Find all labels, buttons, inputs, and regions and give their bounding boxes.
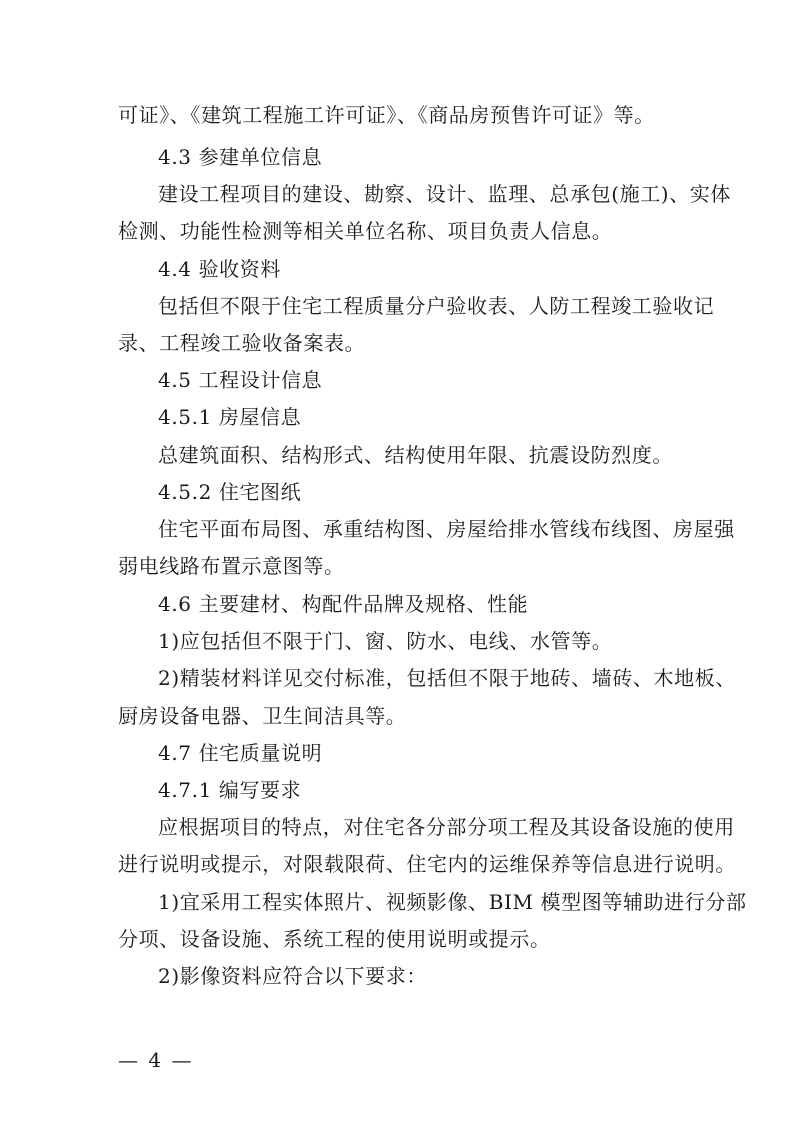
paragraph-line: 检测、功能性检测等相关单位名称、项目负责人信息。 — [118, 219, 613, 243]
list-item-1: 1)应包括但不限于门、窗、防水、电线、水管等。 — [158, 629, 613, 653]
heading-4-4: 4.4 验收资料 — [158, 257, 281, 281]
list-item-1: 1)宜采用工程实体照片、视频影像、BIM 模型图等辅助进行分部 — [158, 890, 747, 914]
page-number: — 4 — — [118, 1048, 194, 1072]
heading-4-5: 4.5 工程设计信息 — [158, 368, 323, 392]
heading-4-3: 4.3 参建单位信息 — [158, 145, 323, 169]
heading-4-5-1: 4.5.1 房屋信息 — [158, 405, 302, 429]
heading-4-6: 4.6 主要建材、构配件品牌及规格、性能 — [158, 592, 529, 616]
paragraph-line: 总建筑面积、结构形式、结构使用年限、抗震设防烈度。 — [158, 443, 673, 467]
heading-4-5-2: 4.5.2 住宅图纸 — [158, 480, 302, 504]
paragraph-line: 住宅平面布局图、承重结构图、房屋给排水管线布线图、房屋强 — [158, 517, 735, 541]
paragraph-line-permits-continued: 可证》、《建筑工程施工许可证》、《商品房预售许可证》等。 — [118, 103, 655, 127]
paragraph-line: 包括但不限于住宅工程质量分户验收表、人防工程竣工验收记 — [158, 294, 715, 318]
heading-4-7-1: 4.7.1 编写要求 — [158, 778, 302, 802]
list-item-2: 2)精装材料详见交付标准，包括但不限于地砖、墙砖、木地板、 — [158, 666, 736, 690]
list-item-1-continued: 分项、设备设施、系统工程的使用说明或提示。 — [118, 927, 551, 951]
list-item-2: 2)影像资料应符合以下要求： — [158, 964, 427, 988]
heading-4-7: 4.7 住宅质量说明 — [158, 741, 323, 765]
paragraph-line: 应根据项目的特点，对住宅各分部分项工程及其设备设施的使用 — [158, 815, 735, 839]
paragraph-line: 进行说明或提示，对限载限荷、住宅内的运维保养等信息进行说明。 — [118, 852, 736, 876]
paragraph-line: 建设工程项目的建设、勘察、设计、监理、总承包(施工)、实体 — [158, 182, 732, 206]
paragraph-line: 录、工程竣工验收备案表。 — [118, 331, 366, 355]
list-item-2-continued: 厨房设备电器、卫生间洁具等。 — [118, 704, 407, 728]
paragraph-line: 弱电线路布置示意图等。 — [118, 554, 345, 578]
